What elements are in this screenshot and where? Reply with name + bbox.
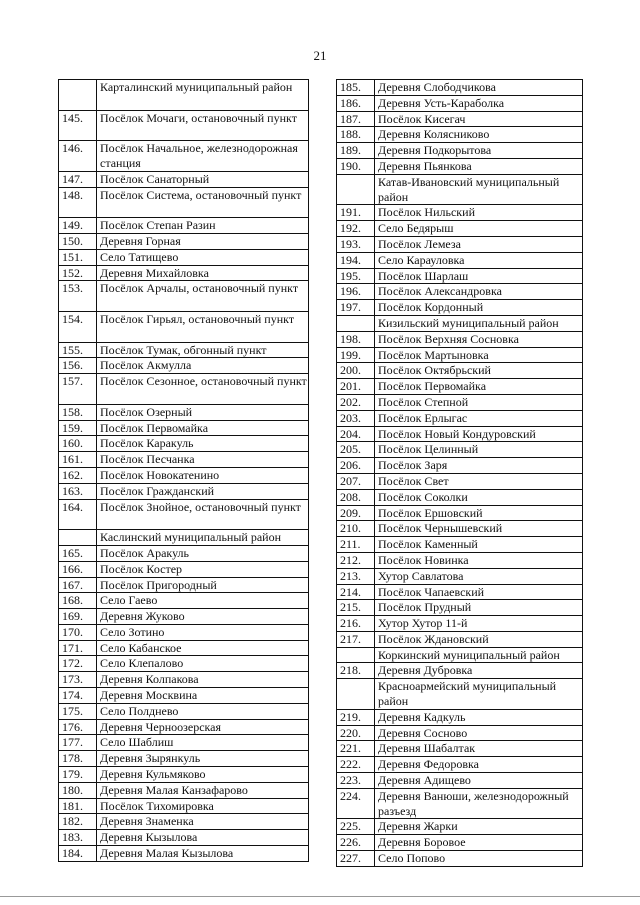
table-row xyxy=(337,819,583,835)
table-row xyxy=(337,410,583,426)
table-row xyxy=(59,719,309,735)
table-row xyxy=(59,110,309,141)
table-row xyxy=(59,703,309,719)
table-row xyxy=(59,404,309,420)
settlement-name: Деревня Михайловка xyxy=(97,265,309,281)
row-number: 178. xyxy=(59,751,97,767)
settlement-name: Посёлок Озерный xyxy=(97,404,309,420)
settlement-name: Посёлок Нильский xyxy=(375,205,583,221)
row-number: 205. xyxy=(337,442,375,458)
row-number: 177. xyxy=(59,735,97,751)
district-name: Кизильский муниципальный район xyxy=(375,315,583,331)
table-row xyxy=(337,537,583,553)
settlement-name: Посёлок Тихомировка xyxy=(97,798,309,814)
row-number xyxy=(59,530,97,546)
settlement-name: Посёлок Гражданский xyxy=(97,483,309,499)
settlement-name: Посёлок Гирьял, остановочный пункт xyxy=(97,311,309,342)
settlement-name: Посёлок Свет xyxy=(375,473,583,489)
table-row xyxy=(337,95,583,111)
row-number: 163. xyxy=(59,483,97,499)
row-number: 180. xyxy=(59,782,97,798)
row-number: 202. xyxy=(337,394,375,410)
settlement-name: Село Попово xyxy=(375,851,583,867)
settlement-name: Деревня Пьянкова xyxy=(375,158,583,174)
table-row xyxy=(59,672,309,688)
row-number: 201. xyxy=(337,379,375,395)
row-number: 192. xyxy=(337,221,375,237)
table-row xyxy=(337,111,583,127)
row-number: 197. xyxy=(337,300,375,316)
row-number: 216. xyxy=(337,616,375,632)
settlement-name: Посёлок Мартыновка xyxy=(375,347,583,363)
settlement-name: Село Клепалово xyxy=(97,656,309,672)
table-row xyxy=(337,426,583,442)
row-number: 200. xyxy=(337,363,375,379)
row-number: 221. xyxy=(337,741,375,757)
row-number: 190. xyxy=(337,158,375,174)
table-row xyxy=(337,489,583,505)
row-number: 166. xyxy=(59,561,97,577)
table-row xyxy=(59,593,309,609)
row-number xyxy=(337,174,375,205)
settlement-name: Посёлок Пригородный xyxy=(97,577,309,593)
table-row xyxy=(59,782,309,798)
table-row xyxy=(59,265,309,281)
settlement-name: Деревня Кызылова xyxy=(97,830,309,846)
row-number: 172. xyxy=(59,656,97,672)
settlement-name: Посёлок Первомайка xyxy=(97,420,309,436)
table-row xyxy=(59,577,309,593)
settlement-name: Посёлок Прудный xyxy=(375,600,583,616)
table-row xyxy=(337,631,583,647)
settlement-name: Посёлок Арчалы, остановочный пункт xyxy=(97,281,309,312)
settlement-name: Деревня Дубровка xyxy=(375,663,583,679)
district-heading-row xyxy=(337,315,583,331)
row-number: 194. xyxy=(337,252,375,268)
table-row xyxy=(59,814,309,830)
table-row xyxy=(59,358,309,374)
table-row xyxy=(337,80,583,96)
table-row xyxy=(337,127,583,143)
row-number: 158. xyxy=(59,404,97,420)
page-bottom-rule xyxy=(0,896,640,897)
table-row xyxy=(59,561,309,577)
table-row xyxy=(59,846,309,862)
settlement-name: Посёлок Степной xyxy=(375,394,583,410)
district-heading-row xyxy=(337,679,583,710)
row-number: 189. xyxy=(337,143,375,159)
row-number: 219. xyxy=(337,709,375,725)
row-number: 164. xyxy=(59,499,97,530)
table-row xyxy=(59,452,309,468)
settlement-name: Село Полднево xyxy=(97,703,309,719)
table-row xyxy=(337,773,583,789)
row-number: 223. xyxy=(337,773,375,789)
table-row xyxy=(59,483,309,499)
row-number: 150. xyxy=(59,233,97,249)
settlement-name: Посёлок Степан Разин xyxy=(97,218,309,234)
row-number: 154. xyxy=(59,311,97,342)
settlements-table-right-body xyxy=(337,80,583,867)
district-heading-row xyxy=(59,80,309,111)
settlement-name: Посёлок Санаторный xyxy=(97,171,309,187)
row-number: 204. xyxy=(337,426,375,442)
table-row xyxy=(59,798,309,814)
row-number: 151. xyxy=(59,249,97,265)
table-row xyxy=(337,788,583,819)
row-number xyxy=(59,80,97,111)
row-number: 203. xyxy=(337,410,375,426)
table-row xyxy=(59,342,309,358)
settlement-name: Деревня Зырянкуль xyxy=(97,751,309,767)
row-number: 171. xyxy=(59,640,97,656)
table-row xyxy=(59,467,309,483)
settlement-name: Деревня Жарки xyxy=(375,819,583,835)
row-number xyxy=(337,679,375,710)
row-number: 207. xyxy=(337,473,375,489)
table-row xyxy=(59,499,309,530)
row-number: 156. xyxy=(59,358,97,374)
row-number: 217. xyxy=(337,631,375,647)
row-number: 153. xyxy=(59,281,97,312)
table-row xyxy=(337,521,583,537)
settlement-name: Деревня Усть-Караболка xyxy=(375,95,583,111)
table-row xyxy=(59,374,309,405)
row-number: 226. xyxy=(337,835,375,851)
table-row xyxy=(59,830,309,846)
table-row xyxy=(337,616,583,632)
settlement-name: Деревня Кадкуль xyxy=(375,709,583,725)
settlement-name: Село Гаево xyxy=(97,593,309,609)
row-number: 210. xyxy=(337,521,375,537)
table-row xyxy=(59,688,309,704)
settlement-name: Посёлок Ждановский xyxy=(375,631,583,647)
row-number: 224. xyxy=(337,788,375,819)
settlement-name: Деревня Колпакова xyxy=(97,672,309,688)
table-row xyxy=(337,236,583,252)
settlement-name: Посёлок Каракуль xyxy=(97,436,309,452)
table-row xyxy=(337,268,583,284)
settlement-name: Хутор Савлатова xyxy=(375,568,583,584)
table-row xyxy=(337,363,583,379)
district-heading-row xyxy=(59,530,309,546)
row-number: 199. xyxy=(337,347,375,363)
settlement-name: Деревня Адищево xyxy=(375,773,583,789)
row-number: 174. xyxy=(59,688,97,704)
table-row xyxy=(337,143,583,159)
settlement-name: Деревня Колясниково xyxy=(375,127,583,143)
table-row xyxy=(337,205,583,221)
settlement-name: Деревня Москвина xyxy=(97,688,309,704)
row-number: 145. xyxy=(59,110,97,141)
table-row xyxy=(337,284,583,300)
settlement-name: Село Бедярыш xyxy=(375,221,583,237)
settlement-name: Деревня Слободчикова xyxy=(375,80,583,96)
row-number: 211. xyxy=(337,537,375,553)
settlement-name: Посёлок Ершовский xyxy=(375,505,583,521)
row-number: 220. xyxy=(337,725,375,741)
table-row xyxy=(59,171,309,187)
table-row xyxy=(337,851,583,867)
table-row xyxy=(337,252,583,268)
settlement-name: Посёлок Шарлаш xyxy=(375,268,583,284)
row-number: 227. xyxy=(337,851,375,867)
table-row xyxy=(337,458,583,474)
settlement-name: Деревня Жуково xyxy=(97,609,309,625)
settlement-name: Село Татищево xyxy=(97,249,309,265)
district-heading-row xyxy=(337,647,583,663)
table-row xyxy=(59,767,309,783)
row-number: 162. xyxy=(59,467,97,483)
page-number: 21 xyxy=(313,48,327,63)
settlement-name: Деревня Подкорытова xyxy=(375,143,583,159)
settlement-name: Посёлок Чернышевский xyxy=(375,521,583,537)
table-row xyxy=(337,835,583,851)
settlement-name: Посёлок Знойное, остановочный пункт xyxy=(97,499,309,530)
settlement-name: Посёлок Начальное, железнодорожная станция xyxy=(97,141,309,172)
row-number: 152. xyxy=(59,265,97,281)
row-number: 198. xyxy=(337,331,375,347)
settlement-name: Посёлок Первомайка xyxy=(375,379,583,395)
settlement-name: Деревня Кульмяково xyxy=(97,767,309,783)
settlement-name: Посёлок Песчанка xyxy=(97,452,309,468)
settlement-name: Посёлок Соколки xyxy=(375,489,583,505)
settlement-name: Посёлок Тумак, обгонный пункт xyxy=(97,342,309,358)
table-row xyxy=(59,420,309,436)
table-row xyxy=(337,584,583,600)
settlement-name: Посёлок Кордонный xyxy=(375,300,583,316)
table-row xyxy=(337,379,583,395)
row-number: 218. xyxy=(337,663,375,679)
table-row xyxy=(59,545,309,561)
settlement-name: Посёлок Верхняя Сосновка xyxy=(375,331,583,347)
row-number: 176. xyxy=(59,719,97,735)
row-number: 170. xyxy=(59,624,97,640)
settlement-name: Село Кабанское xyxy=(97,640,309,656)
table-row xyxy=(59,233,309,249)
row-number: 206. xyxy=(337,458,375,474)
table-row xyxy=(337,347,583,363)
table-row xyxy=(59,735,309,751)
row-number: 212. xyxy=(337,552,375,568)
table-row xyxy=(337,741,583,757)
settlement-name: Посёлок Система, остановочный пункт xyxy=(97,187,309,218)
settlement-name: Деревня Шабалтак xyxy=(375,741,583,757)
table-row xyxy=(337,442,583,458)
row-number: 208. xyxy=(337,489,375,505)
district-name: Коркинский муниципальный район xyxy=(375,647,583,663)
row-number: 213. xyxy=(337,568,375,584)
row-number: 191. xyxy=(337,205,375,221)
district-heading-row xyxy=(337,174,583,205)
table-row xyxy=(337,300,583,316)
row-number: 157. xyxy=(59,374,97,405)
row-number: 215. xyxy=(337,600,375,616)
row-number: 148. xyxy=(59,187,97,218)
table-row xyxy=(59,656,309,672)
settlement-name: Деревня Горная xyxy=(97,233,309,249)
row-number: 193. xyxy=(337,236,375,252)
table-row xyxy=(337,552,583,568)
row-number: 173. xyxy=(59,672,97,688)
table-row xyxy=(337,663,583,679)
settlements-table-left xyxy=(58,79,309,862)
district-name: Красноармейский муниципальный район xyxy=(375,679,583,710)
table-row xyxy=(337,331,583,347)
table-row xyxy=(337,505,583,521)
district-name: Каслинский муниципальный район xyxy=(97,530,309,546)
settlement-name: Деревня Черноозерская xyxy=(97,719,309,735)
table-row xyxy=(59,624,309,640)
settlement-name: Посёлок Александровка xyxy=(375,284,583,300)
settlement-name: Посёлок Ерлыгас xyxy=(375,410,583,426)
row-number: 159. xyxy=(59,420,97,436)
table-row xyxy=(59,311,309,342)
settlement-name: Деревня Малая Кызылова xyxy=(97,846,309,862)
row-number: 183. xyxy=(59,830,97,846)
row-number: 196. xyxy=(337,284,375,300)
settlement-name: Посёлок Аракуль xyxy=(97,545,309,561)
settlement-name: Посёлок Новый Кондуровский xyxy=(375,426,583,442)
table-row xyxy=(59,249,309,265)
settlement-name: Посёлок Лемеза xyxy=(375,236,583,252)
row-number: 185. xyxy=(337,80,375,96)
row-number: 175. xyxy=(59,703,97,719)
settlement-name: Село Шаблиш xyxy=(97,735,309,751)
row-number: 179. xyxy=(59,767,97,783)
settlement-name: Деревня Ванюши, железнодорожный разъезд xyxy=(375,788,583,819)
row-number: 155. xyxy=(59,342,97,358)
table-row xyxy=(337,757,583,773)
settlement-name: Посёлок Целинный xyxy=(375,442,583,458)
row-number: 222. xyxy=(337,757,375,773)
row-number: 161. xyxy=(59,452,97,468)
settlement-name: Село Карауловка xyxy=(375,252,583,268)
table-row xyxy=(59,751,309,767)
row-number: 147. xyxy=(59,171,97,187)
row-number: 169. xyxy=(59,609,97,625)
settlement-name: Посёлок Октябрьский xyxy=(375,363,583,379)
table-row xyxy=(337,158,583,174)
row-number: 184. xyxy=(59,846,97,862)
row-number: 187. xyxy=(337,111,375,127)
row-number: 182. xyxy=(59,814,97,830)
row-number: 165. xyxy=(59,545,97,561)
row-number: 209. xyxy=(337,505,375,521)
row-number: 168. xyxy=(59,593,97,609)
table-row xyxy=(337,568,583,584)
row-number: 186. xyxy=(337,95,375,111)
settlement-name: Посёлок Новокатенино xyxy=(97,467,309,483)
settlement-name: Деревня Боровое xyxy=(375,835,583,851)
district-name: Катав-Ивановский муниципальный район xyxy=(375,174,583,205)
settlement-name: Село Зотино xyxy=(97,624,309,640)
table-row xyxy=(337,473,583,489)
settlement-name: Деревня Малая Канзафарово xyxy=(97,782,309,798)
settlement-name: Деревня Знаменка xyxy=(97,814,309,830)
district-name: Карталинский муниципальный район xyxy=(97,80,309,111)
table-row xyxy=(337,709,583,725)
table-row xyxy=(337,725,583,741)
row-number: 149. xyxy=(59,218,97,234)
settlement-name: Посёлок Мочаги, остановочный пункт xyxy=(97,110,309,141)
row-number xyxy=(337,647,375,663)
table-row xyxy=(337,394,583,410)
settlement-name: Посёлок Каменный xyxy=(375,537,583,553)
settlement-name: Деревня Федоровка xyxy=(375,757,583,773)
table-row xyxy=(59,141,309,172)
settlement-name: Посёлок Кисегач xyxy=(375,111,583,127)
settlement-name: Посёлок Сезонное, остановочный пункт xyxy=(97,374,309,405)
row-number xyxy=(337,315,375,331)
table-row xyxy=(337,221,583,237)
settlement-name: Посёлок Чапаевский xyxy=(375,584,583,600)
table-row xyxy=(59,609,309,625)
row-number: 195. xyxy=(337,268,375,284)
table-row xyxy=(59,187,309,218)
settlements-table-right xyxy=(336,79,583,867)
table-row xyxy=(59,640,309,656)
row-number: 225. xyxy=(337,819,375,835)
row-number: 214. xyxy=(337,584,375,600)
table-row xyxy=(59,281,309,312)
row-number: 188. xyxy=(337,127,375,143)
table-row xyxy=(59,436,309,452)
row-number: 167. xyxy=(59,577,97,593)
row-number: 160. xyxy=(59,436,97,452)
table-row xyxy=(59,218,309,234)
settlements-table-left-body xyxy=(59,80,309,862)
settlement-name: Посёлок Новинка xyxy=(375,552,583,568)
settlement-name: Посёлок Костер xyxy=(97,561,309,577)
row-number: 146. xyxy=(59,141,97,172)
table-row xyxy=(337,600,583,616)
row-number: 181. xyxy=(59,798,97,814)
settlement-name: Посёлок Акмулла xyxy=(97,358,309,374)
settlement-name: Хутор Хутор 11-й xyxy=(375,616,583,632)
settlement-name: Деревня Сосново xyxy=(375,725,583,741)
settlement-name: Посёлок Заря xyxy=(375,458,583,474)
